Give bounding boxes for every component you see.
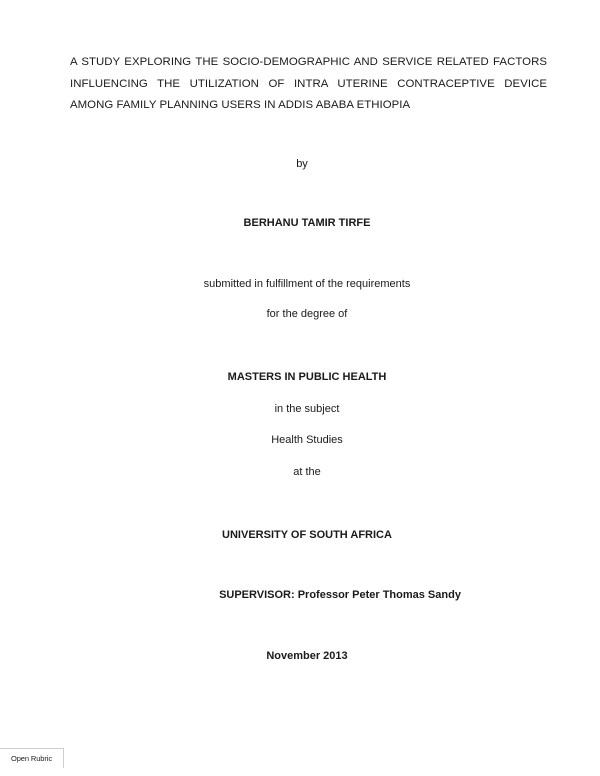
thesis-title: A STUDY EXPLORING THE SOCIO-DEMOGRAPHIC AND SERVICE RELATED FACTORS INFLUENCING THE UTILIZATION OF INTRA UTERINE CONTRACEPTIVE DEVICE AMONG FAMILY PLANNING USERS IN ADDIS ABABA ETHIOPIA [70,56,547,111]
author-name: BERHANU TAMIR TIRFE [243,217,371,229]
by-label: by [296,158,308,170]
university-name: UNIVERSITY OF SOUTH AFRICA [222,529,392,541]
submission-statement: submitted in fulfillment of the requirements [203,278,411,290]
degree-name: MASTERS IN PUBLIC HEALTH [227,371,387,383]
institution-intro: at the [293,466,321,478]
subject-name: Health Studies [271,434,343,446]
degree-intro: for the degree of [266,308,348,320]
submission-date: November 2013 [266,650,348,662]
open-rubric-button[interactable]: Open Rubric [0,748,64,768]
supervisor-line: SUPERVISOR: Professor Peter Thomas Sandy [219,589,461,601]
subject-intro: in the subject [274,403,340,415]
